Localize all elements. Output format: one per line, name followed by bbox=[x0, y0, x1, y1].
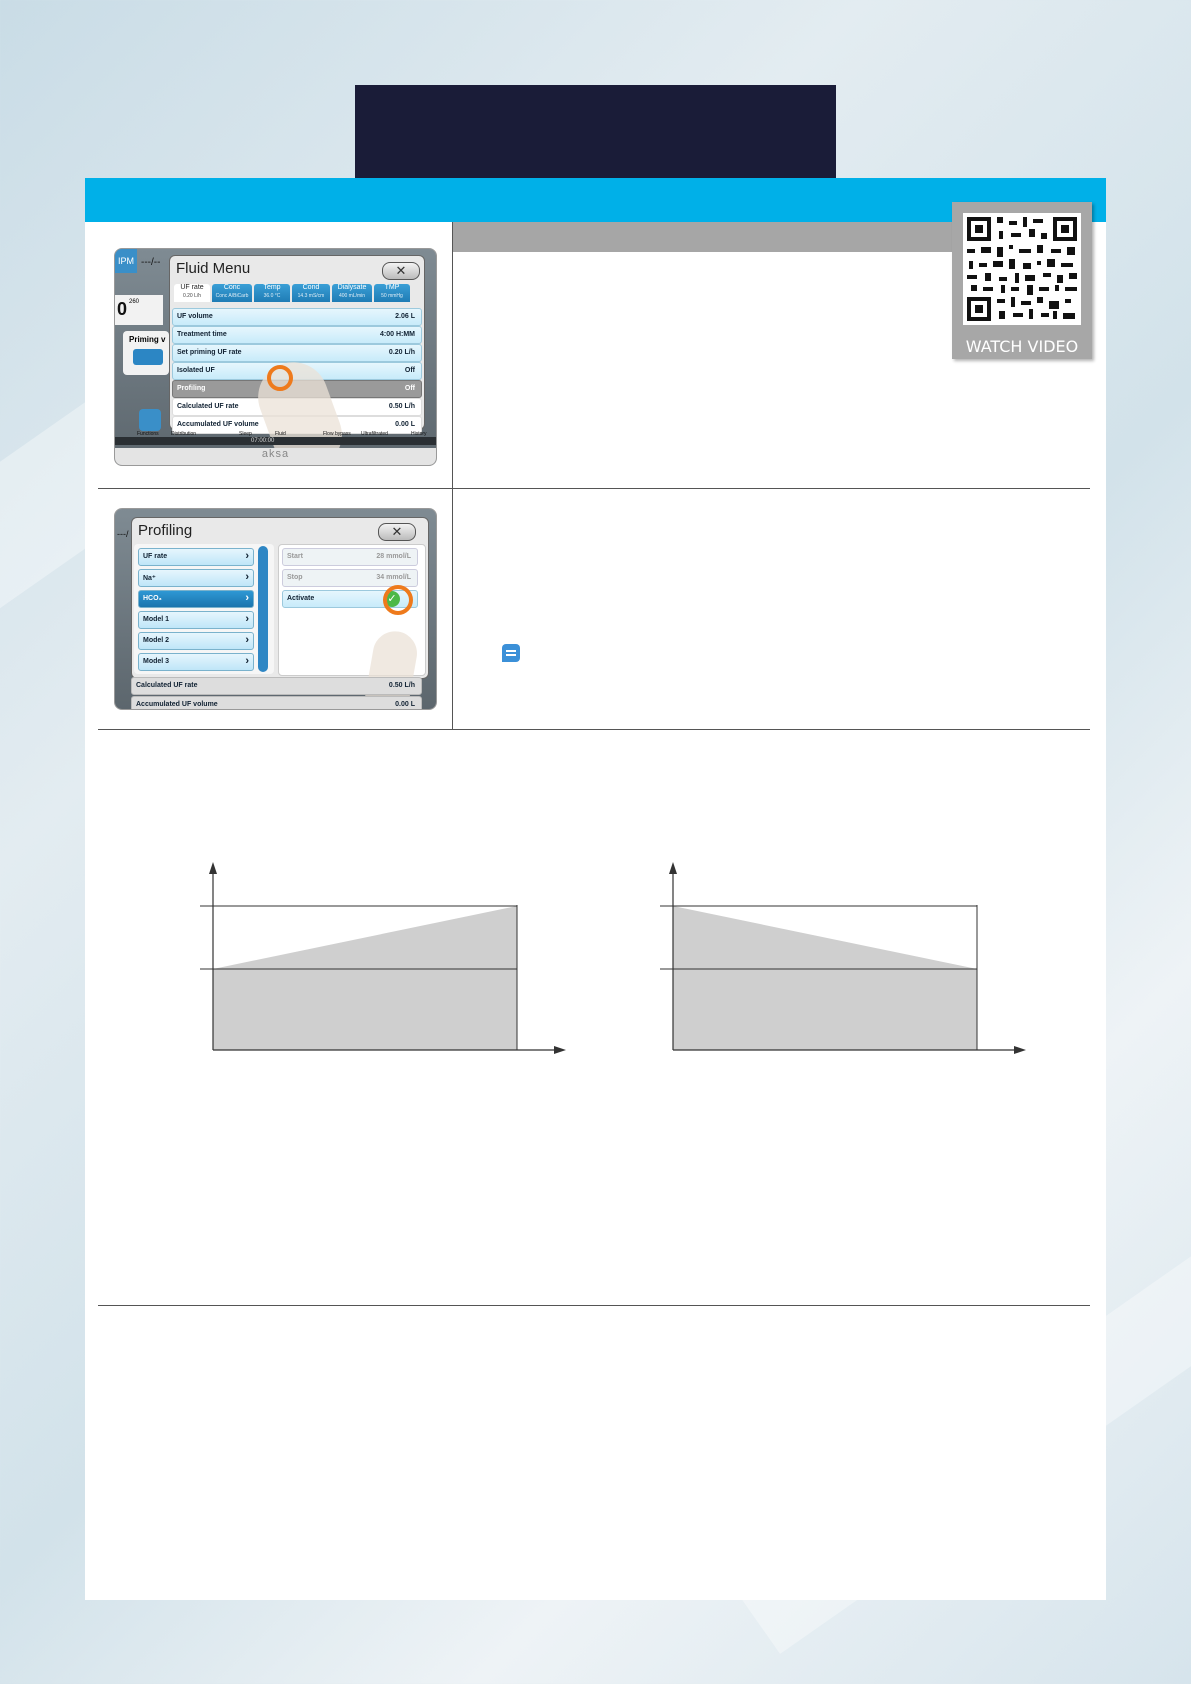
tab-sub: 14.3 mS/cm bbox=[297, 293, 325, 299]
bottom-label-fluid[interactable]: Fluid bbox=[275, 431, 286, 437]
priming-label: Priming v bbox=[129, 335, 166, 344]
list-item-model-1[interactable] bbox=[138, 611, 254, 629]
note-icon bbox=[502, 644, 520, 662]
row-priming-uf-rate[interactable] bbox=[172, 344, 422, 362]
chevron-right-icon: › bbox=[245, 592, 249, 604]
tab-temp[interactable] bbox=[254, 284, 290, 302]
bottom-label-ultrafiltrated[interactable]: Ultrafiltrated bbox=[361, 431, 388, 437]
bottom-label-sleep[interactable]: Sleep bbox=[239, 431, 252, 437]
enter-button[interactable] bbox=[133, 349, 163, 365]
tab-uf-rate[interactable] bbox=[174, 284, 210, 302]
x-axis-arrow-icon bbox=[554, 1046, 566, 1054]
tab-label: Temp bbox=[263, 284, 281, 291]
row-label: Profiling bbox=[177, 385, 206, 392]
watch-video-label: WATCH VIDEO bbox=[965, 337, 1079, 356]
bottom-label-flow-bypass[interactable]: Flow bypass bbox=[323, 431, 351, 437]
bg-row-accumulated-uf-volume bbox=[131, 696, 422, 710]
priming-panel bbox=[123, 331, 169, 375]
list-item-hco3[interactable] bbox=[138, 590, 254, 608]
functions-icon[interactable] bbox=[139, 409, 161, 431]
row-start bbox=[282, 548, 418, 566]
row-value: 0.00 L bbox=[395, 701, 415, 708]
profile-area bbox=[673, 906, 977, 1050]
tab-sub: 400 mL/min bbox=[338, 293, 366, 299]
chevron-right-icon: › bbox=[245, 550, 249, 562]
tap-highlight-ring bbox=[267, 365, 293, 391]
tab-tmp[interactable] bbox=[374, 284, 410, 302]
top-dash-readout: ---/ bbox=[117, 529, 129, 539]
chevron-right-icon: › bbox=[245, 571, 249, 583]
tab-label: Cond bbox=[302, 284, 320, 291]
bottom-label-history[interactable]: History bbox=[411, 431, 427, 437]
fluid-menu-screenshot bbox=[114, 248, 437, 466]
row-value: 28 mmol/L bbox=[376, 553, 411, 560]
close-button[interactable]: ✕ bbox=[382, 262, 420, 280]
row-treatment-time[interactable] bbox=[172, 326, 422, 344]
list-item-model-2[interactable] bbox=[138, 632, 254, 650]
list-label: HCO₃ bbox=[143, 595, 162, 602]
title-banner bbox=[355, 85, 836, 179]
profile-area bbox=[213, 906, 517, 1050]
bottom-label-distribution[interactable]: Distribution bbox=[171, 431, 197, 437]
qr-code-icon bbox=[963, 213, 1081, 325]
chevron-right-icon: › bbox=[245, 634, 249, 646]
bottom-status-bar bbox=[115, 437, 436, 445]
tab-label: UF rate bbox=[180, 284, 204, 291]
y-axis-arrow-icon bbox=[209, 862, 217, 874]
table-column-divider bbox=[452, 222, 453, 730]
ipm-badge: IPM bbox=[115, 249, 137, 273]
row-label: Start bbox=[287, 553, 303, 560]
row-value: Off bbox=[404, 385, 415, 392]
bg-row-calculated-uf-rate bbox=[131, 677, 422, 695]
row-value: 34 mmol/L bbox=[376, 574, 411, 581]
row-label: Set priming UF rate bbox=[177, 349, 242, 356]
section-divider bbox=[98, 1305, 1090, 1306]
table-row-divider bbox=[98, 729, 1090, 730]
row-label: Accumulated UF volume bbox=[136, 701, 218, 708]
row-label: Stop bbox=[287, 574, 303, 581]
tab-sub: 50 mmHg bbox=[381, 293, 403, 299]
side-value-number: 0 bbox=[117, 299, 128, 319]
row-uf-volume[interactable] bbox=[172, 308, 422, 326]
tab-dialysate[interactable] bbox=[332, 284, 372, 302]
chevron-right-icon: › bbox=[245, 655, 249, 667]
side-value-sup: 260 bbox=[129, 299, 140, 305]
row-value: 4:00 H:MM bbox=[379, 331, 415, 338]
profiling-screenshot bbox=[114, 508, 437, 710]
list-item-na[interactable] bbox=[138, 569, 254, 587]
row-value: 0.00 L bbox=[395, 421, 415, 428]
list-scrollbar[interactable] bbox=[258, 546, 268, 672]
clock-readout: 07:00:00 bbox=[251, 438, 275, 444]
tab-label: Conc bbox=[223, 284, 241, 291]
list-label: Na⁺ bbox=[143, 575, 156, 582]
bottom-label-functions[interactable]: Functions bbox=[137, 431, 159, 437]
row-value: 0.20 L/h bbox=[388, 349, 415, 356]
row-value: Off bbox=[404, 367, 415, 374]
close-button[interactable]: ✕ bbox=[378, 523, 416, 541]
list-item-model-3[interactable] bbox=[138, 653, 254, 671]
tap-highlight-ring bbox=[383, 585, 413, 615]
row-label: Calculated UF rate bbox=[177, 403, 239, 410]
row-label: UF volume bbox=[177, 313, 213, 320]
row-label: Treatment time bbox=[177, 331, 227, 338]
tab-label: Dialysate bbox=[337, 284, 367, 291]
row-label: Accumulated UF volume bbox=[177, 421, 259, 428]
list-label: UF rate bbox=[143, 553, 168, 560]
activate-check-icon[interactable]: ✓ bbox=[384, 591, 400, 607]
list-label: Model 2 bbox=[143, 637, 170, 644]
list-label: Model 3 bbox=[143, 658, 170, 665]
row-label: Calculated UF rate bbox=[136, 682, 198, 689]
table-row-divider bbox=[98, 488, 1090, 489]
profile-chart-decreasing bbox=[650, 860, 1040, 1060]
row-value: 0.50 L/h bbox=[388, 403, 415, 410]
subsection-header-bar bbox=[453, 222, 953, 252]
chevron-right-icon: › bbox=[245, 613, 249, 625]
list-label: Model 1 bbox=[143, 616, 170, 623]
dialog-title: Profiling bbox=[138, 522, 193, 539]
fluid-tabs bbox=[172, 284, 422, 302]
y-axis-arrow-icon bbox=[669, 862, 677, 874]
tab-sub: 36.0 °C bbox=[263, 293, 281, 299]
tab-conc[interactable] bbox=[212, 284, 252, 302]
profile-chart-increasing bbox=[190, 860, 580, 1060]
row-label: Activate bbox=[287, 595, 315, 602]
tab-cond[interactable] bbox=[292, 284, 330, 302]
row-value: 2.06 L bbox=[395, 313, 415, 320]
tab-sub: 0.20 L/h bbox=[182, 293, 202, 299]
row-value: 0.50 L/h bbox=[388, 682, 415, 689]
brand-logo: aksa bbox=[115, 448, 436, 465]
row-label: Isolated UF bbox=[177, 367, 215, 374]
dialog-title: Fluid Menu bbox=[176, 260, 251, 277]
tab-sub: Conc A/BiCarb bbox=[215, 293, 249, 299]
top-dash-readout: ---/-- bbox=[141, 257, 161, 268]
tab-label: TMP bbox=[384, 284, 400, 291]
x-axis-arrow-icon bbox=[1014, 1046, 1026, 1054]
list-item-uf-rate[interactable] bbox=[138, 548, 254, 566]
qr-code-panel[interactable] bbox=[952, 202, 1092, 359]
side-value bbox=[115, 295, 163, 325]
